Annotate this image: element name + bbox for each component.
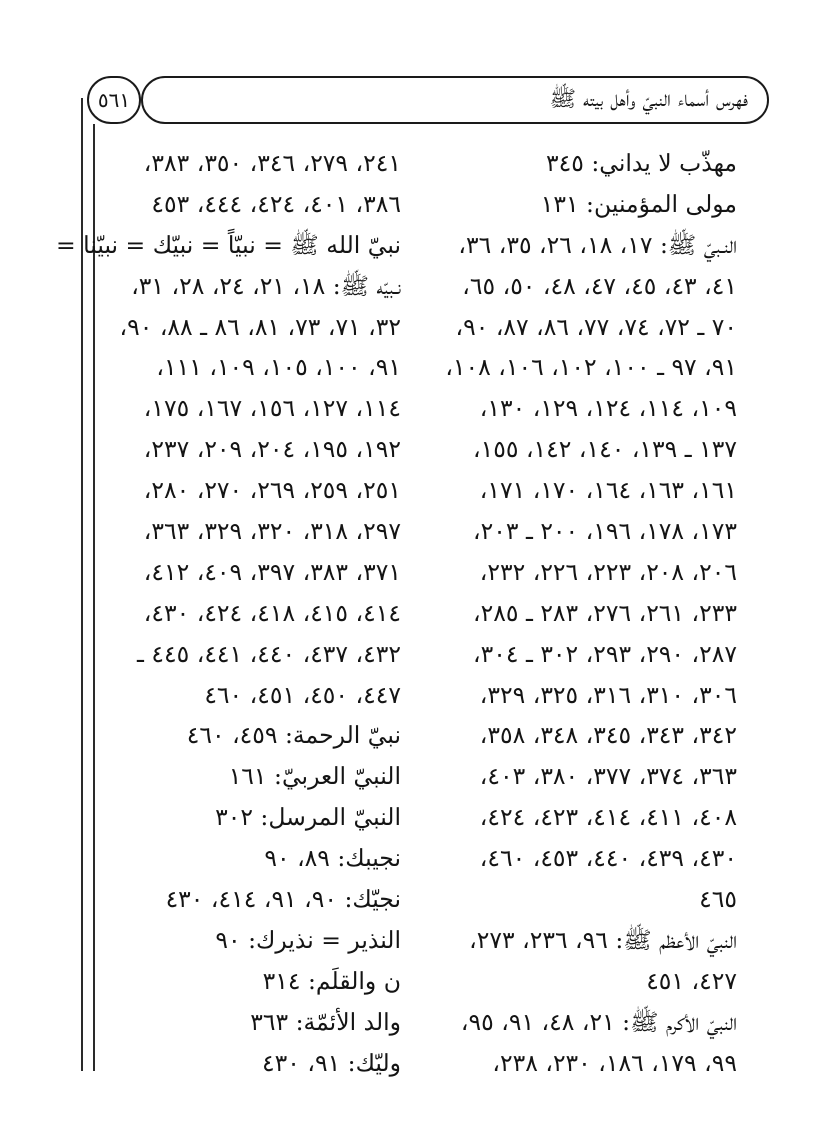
- index-entry-line: ٢٠٦، ٢٠٨، ٢٢٣، ٢٢٦، ٢٣٢،: [479, 557, 737, 586]
- index-entry-line: النبيّ الأعظم ﷺ: ٩٦، ٢٣٦، ٢٧٣،: [469, 925, 737, 954]
- index-entry-line: ٢٥١، ٢٥٩، ٢٦٩، ٢٧٠، ٢٨٠،: [143, 476, 401, 505]
- index-entry-line: النـبيّ ﷺ: ١٧، ١٨، ٢٦، ٣٥، ٣٦،: [458, 230, 737, 259]
- index-entry-line: ٧٠ ـ ٧٢، ٧٤، ٧٧، ٨٦، ٨٧، ٩٠،: [455, 312, 737, 341]
- index-entry-line: ٩١، ١٠٠، ١٠٥، ١٠٩، ١١١،: [156, 353, 401, 382]
- index-entry-line: ٤٤٧، ٤٥٠، ٤٥١، ٤٦٠: [204, 680, 401, 709]
- index-entry-line: النبيّ العربيّ: ١٦١: [228, 762, 401, 791]
- index-entry-line: النبيّ المرسل: ٣٠٢: [215, 803, 401, 832]
- index-entry-line: ٣٧١، ٣٨٣، ٣٩٧، ٤٠٩، ٤١٢،: [143, 557, 401, 586]
- index-entry-line: ٢٤١، ٢٧٩، ٣٤٦، ٣٥٠، ٣٨٣،: [143, 149, 401, 177]
- index-column-left: [55, 143, 401, 1083]
- index-entry-line: ١٣٧ ـ ١٣٩، ١٤٠، ١٤٢، ١٥٥،: [473, 435, 737, 464]
- index-entry-line: والد الأئمّة: ٣٦٣: [250, 1007, 401, 1036]
- index-entry-line: وليّك: ٩١، ٤٣٠: [262, 1048, 401, 1077]
- index-entry-line: ٤٢٧، ٤٥١: [646, 966, 737, 995]
- index-entry-line: نـبيّه ﷺ: ١٨، ٢١، ٢٤، ٢٨، ٣١،: [131, 271, 401, 300]
- index-entry-line: ١٠٩، ١١٤، ١٢٤، ١٢٩، ١٣٠،: [479, 394, 737, 423]
- index-entry-line: ١٩٢، ١٩٥، ٢٠٤، ٢٠٩، ٢٣٧،: [143, 435, 401, 464]
- index-entry-line: ٤٠٨، ٤١١، ٤١٤، ٤٢٣، ٤٢٤،: [479, 803, 737, 832]
- index-entry-line: ٩١، ٩٧ ـ ١٠٠، ١٠٢، ١٠٦، ١٠٨،: [445, 353, 737, 382]
- index-entry-line: ٩٩، ١٧٩، ١٨٦، ٢٣٠، ٢٣٨،: [492, 1048, 737, 1077]
- index-entry-line: النذير = نذيرك: ٩٠: [215, 925, 401, 954]
- index-entry-line: ن والقلَم: ٣١٤: [262, 966, 401, 995]
- index-entry-line: ١٦١، ١٦٣، ١٦٤، ١٧٠، ١٧١،: [479, 476, 737, 505]
- index-entry-line: ١٧٣، ١٧٨، ١٩٦، ٢٠٠ ـ ٢٠٣،: [473, 517, 737, 546]
- index-entry-line: نجيبك: ٨٩، ٩٠: [264, 844, 401, 873]
- index-entry-line: ٤١، ٤٣، ٤٥، ٤٧، ٤٨، ٥٠، ٦٥،: [462, 271, 737, 300]
- running-header-title: فهرس أسماء النبيّ وأهل بيته ﷺ: [549, 87, 748, 112]
- index-entry-line: ٤٣٠، ٤٣٩، ٤٤٠، ٤٥٣، ٤٦٠،: [479, 844, 737, 873]
- index-entry-line: نبيّ الرحمة: ٤٥٩، ٤٦٠: [186, 721, 401, 750]
- index-entry-line: مولى المؤمنين: ١٣١: [540, 189, 737, 218]
- index-entry-line: ٢٩٧، ٣١٨، ٣٢٠، ٣٢٩، ٣٦٣،: [143, 517, 401, 546]
- index-entry-line: ١١٤، ١٢٧، ١٥٦، ١٦٧، ١٧٥،: [143, 394, 401, 423]
- index-entry-line: ٤١٤، ٤١٥، ٤١٨، ٤٢٤، ٤٣٠،: [143, 598, 401, 627]
- index-entry-line: ٤٦٥: [699, 885, 737, 914]
- page-number: ٥٦١: [87, 76, 141, 124]
- index-entry-line: ٣٢، ٧١، ٧٣، ٨١، ٨٦ ـ ٨٨، ٩٠،: [119, 312, 401, 341]
- index-entry-line: ٣٠٦، ٣١٠، ٣١٦، ٣٢٥، ٣٢٩،: [479, 680, 737, 709]
- index-entry-line: نجيّك: ٩٠، ٩١، ٤١٤، ٤٣٠: [165, 885, 401, 914]
- index-entry-line: النبيّ الأكرم ﷺ: ٢١، ٤٨، ٩١، ٩٥،: [460, 1007, 737, 1036]
- index-entry-line: ٣٦٣، ٣٧٤، ٣٧٧، ٣٨٠، ٤٠٣،: [479, 762, 737, 791]
- index-entry-line: ٢٨٧، ٢٩٠، ٢٩٣، ٣٠٢ ـ ٣٠٤،: [473, 639, 737, 668]
- index-entry-line: نبيّ الله ﷺ = نبيّاً = نبيّك = نبيّنا =: [55, 230, 401, 259]
- index-entry-line: ٣٤٢، ٣٤٣، ٣٤٥، ٣٤٨، ٣٥٨،: [479, 721, 737, 750]
- index-entry-line: ٣٨٦، ٤٠١، ٤٢٤، ٤٤٤، ٤٥٣: [151, 189, 401, 218]
- index-entry-line: ٢٣٣، ٢٦١، ٢٧٦، ٢٨٣ ـ ٢٨٥،: [473, 598, 737, 627]
- index-entry-line: مهذّب لا يداني: ٣٤٥: [545, 149, 737, 177]
- index-entry-line: ٤٣٢، ٤٣٧، ٤٤٠، ٤٤١، ٤٤٥ ـ: [137, 639, 401, 668]
